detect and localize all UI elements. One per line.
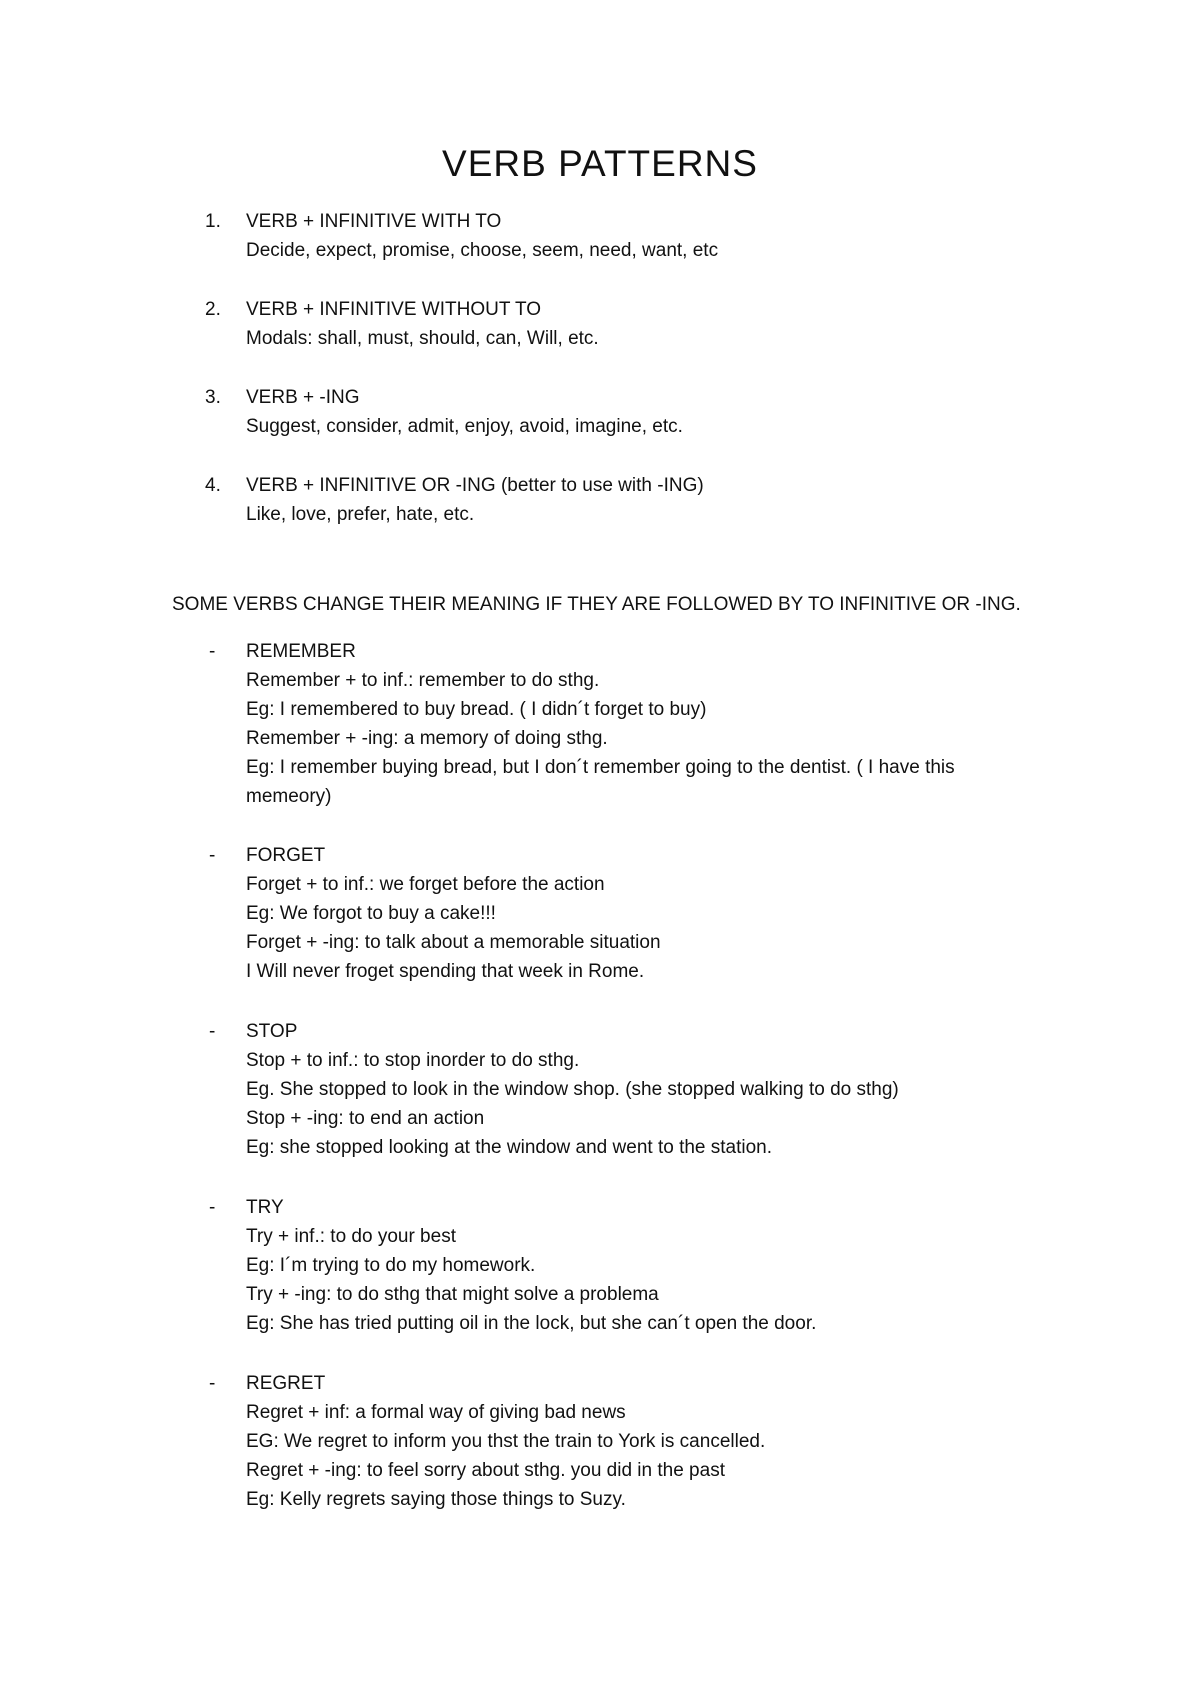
verb-line: I Will never froget spending that week in Rome. — [246, 961, 645, 982]
list-number: 1. — [205, 211, 221, 232]
verb-line: Eg: I´m trying to do my homework. — [246, 1255, 536, 1276]
list-number: 2. — [205, 299, 221, 320]
verb-line: EG: We regret to inform you thst the train to York is cancelled. — [246, 1431, 766, 1452]
bullet-dash: - — [209, 1373, 216, 1394]
verb-line: Remember + -ing: a memory of doing sthg. — [246, 728, 608, 749]
verb-heading-regret: REGRET — [246, 1373, 326, 1394]
list-examples: Modals: shall, must, should, can, Will, etc. — [246, 328, 599, 349]
verb-line: Eg: Kelly regrets saying those things to Suzy. — [246, 1489, 626, 1510]
verb-line: Regret + -ing: to feel sorry about sthg. you did in the past — [246, 1460, 725, 1481]
list-examples: Like, love, prefer, hate, etc. — [246, 504, 475, 525]
list-heading: VERB + INFINITIVE OR -ING (better to use with -ING) — [246, 475, 704, 496]
verb-line: Forget + -ing: to talk about a memorable situation — [246, 932, 661, 953]
section-intro: SOME VERBS CHANGE THEIR MEANING IF THEY ARE FOLLOWED BY TO INFINITIVE OR -ING. — [172, 594, 1021, 615]
page-title: VERB PATTERNS — [442, 143, 758, 184]
verb-line: Eg: she stopped looking at the window and went to the station. — [246, 1137, 773, 1158]
verb-line: Stop + -ing: to end an action — [246, 1108, 485, 1129]
bullet-dash: - — [209, 641, 216, 662]
verb-line: Remember + to inf.: remember to do sthg. — [246, 670, 600, 691]
verb-line: memeory) — [246, 786, 332, 807]
list-examples: Decide, expect, promise, choose, seem, need, want, etc — [246, 240, 719, 261]
bullet-dash: - — [209, 845, 216, 866]
list-number: 3. — [205, 387, 221, 408]
list-examples: Suggest, consider, admit, enjoy, avoid, imagine, etc. — [246, 416, 683, 437]
verb-heading-try: TRY — [246, 1197, 284, 1218]
bullet-dash: - — [209, 1197, 216, 1218]
verb-line: Eg: We forgot to buy a cake!!! — [246, 903, 496, 924]
verb-line: Stop + to inf.: to stop inorder to do sthg. — [246, 1050, 580, 1071]
list-heading: VERB + INFINITIVE WITHOUT TO — [246, 299, 542, 320]
list-heading: VERB + -ING — [246, 387, 360, 408]
verb-line: Regret + inf: a formal way of giving bad news — [246, 1402, 626, 1423]
verb-line: Eg: I remember buying bread, but I don´t remember going to the dentist. ( I have this — [246, 757, 955, 778]
verb-heading-stop: STOP — [246, 1021, 298, 1042]
verb-line: Forget + to inf.: we forget before the action — [246, 874, 605, 895]
list-number: 4. — [205, 475, 221, 496]
verb-line: Eg. She stopped to look in the window shop. (she stopped walking to do sthg) — [246, 1079, 899, 1100]
verb-heading-forget: FORGET — [246, 845, 326, 866]
list-heading: VERB + INFINITIVE WITH TO — [246, 211, 502, 232]
verb-line: Eg: I remembered to buy bread. ( I didn´t forget to buy) — [246, 699, 707, 720]
verb-line: Eg: She has tried putting oil in the lock, but she can´t open the door. — [246, 1313, 817, 1334]
verb-line: Try + -ing: to do sthg that might solve a problema — [246, 1284, 659, 1305]
verb-line: Try + inf.: to do your best — [246, 1226, 456, 1247]
bullet-dash: - — [209, 1021, 216, 1042]
verb-heading-remember: REMEMBER — [246, 641, 356, 662]
